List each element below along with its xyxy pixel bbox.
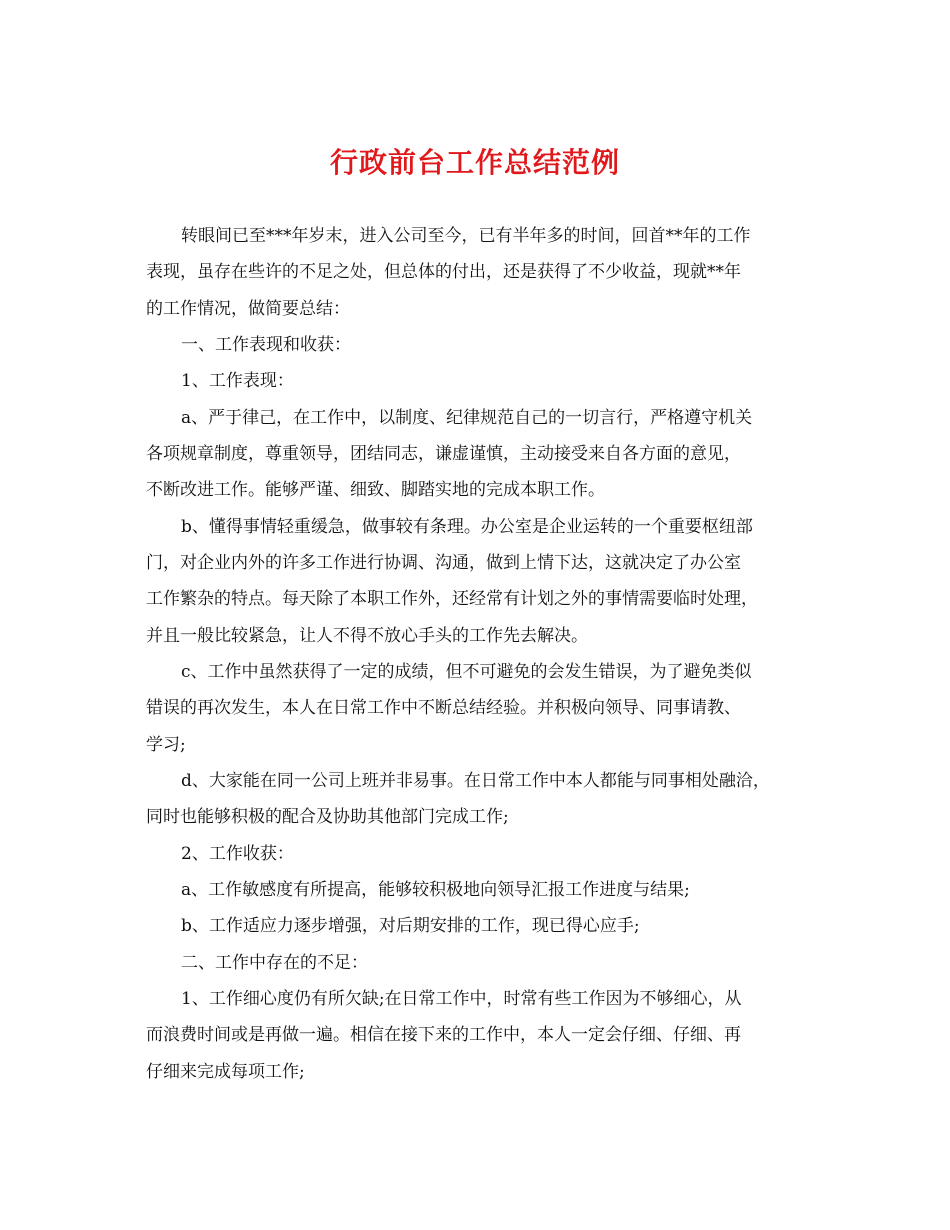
body-line: 门，对企业内外的许多工作进行协调、沟通，做到上情下达，这就决定了办公室	[146, 552, 741, 573]
body-line: a、严于律己，在工作中，以制度、纪律规范自己的一切言行，严格遵守机关	[181, 407, 753, 428]
document-body	[146, 218, 814, 1090]
body-line: b、懂得事情轻重缓急，做事较有条理。办公室是企业运转的一个重要枢纽部	[181, 516, 753, 537]
body-line: 不断改进工作。能够严谨、细致、脚踏实地的完成本职工作。	[146, 480, 605, 501]
body-line: 一、工作表现和收获：	[181, 334, 351, 355]
body-line: 而浪费时间或是再做一遍。相信在接下来的工作中，本人一定会仔细、仔细、再	[146, 1025, 741, 1046]
body-line: 各项规章制度，尊重领导，团结同志，谦虚谨慎，主动接受来自各方面的意见，	[146, 443, 741, 464]
body-line: 错误的再次发生，本人在日常工作中不断总结经验。并积极向领导、同事请教、	[146, 698, 741, 719]
body-line: a、工作敏感度有所提高，能够较积极地向领导汇报工作进度与结果;	[181, 879, 690, 900]
body-line: 并且一般比较紧急，让人不得不放心手头的工作先去解决。	[146, 625, 588, 646]
body-line: 2、工作收获：	[181, 843, 294, 864]
body-line: 工作繁杂的特点。每天除了本职工作外，还经常有计划之外的事情需要临时处理，	[146, 589, 758, 610]
body-line: 学习;	[146, 734, 186, 755]
body-line: 同时也能够积极的配合及协助其他部门完成工作;	[146, 807, 509, 828]
body-line: b、工作适应力逐步增强，对后期安排的工作，现已得心应手;	[181, 916, 640, 937]
body-line: 1、工作表现：	[181, 371, 294, 392]
body-line: c、工作中虽然获得了一定的成绩，但不可避免的会发生错误，为了避免类似	[181, 661, 752, 682]
document-title: 行政前台工作总结范例	[329, 146, 620, 179]
body-line: 表现，虽存在些许的不足之处，但总体的付出，还是获得了不少收益，现就**年	[146, 262, 741, 283]
body-line: 转眼间已至***年岁末，进入公司至今，已有半年多的时间，回首**年的工作	[181, 226, 751, 246]
body-line: 1、工作细心度仍有所欠缺;在日常工作中，时常有些工作因为不够细心，从	[181, 988, 742, 1009]
body-line: 二、工作中存在的不足：	[181, 952, 368, 973]
body-line: 的工作情况，做简要总结：	[146, 298, 350, 319]
body-line: d、大家能在同一公司上班并非易事。在日常工作中本人都能与同事相处融洽，	[181, 770, 770, 791]
body-line: 仔细来完成每项工作;	[146, 1061, 305, 1082]
